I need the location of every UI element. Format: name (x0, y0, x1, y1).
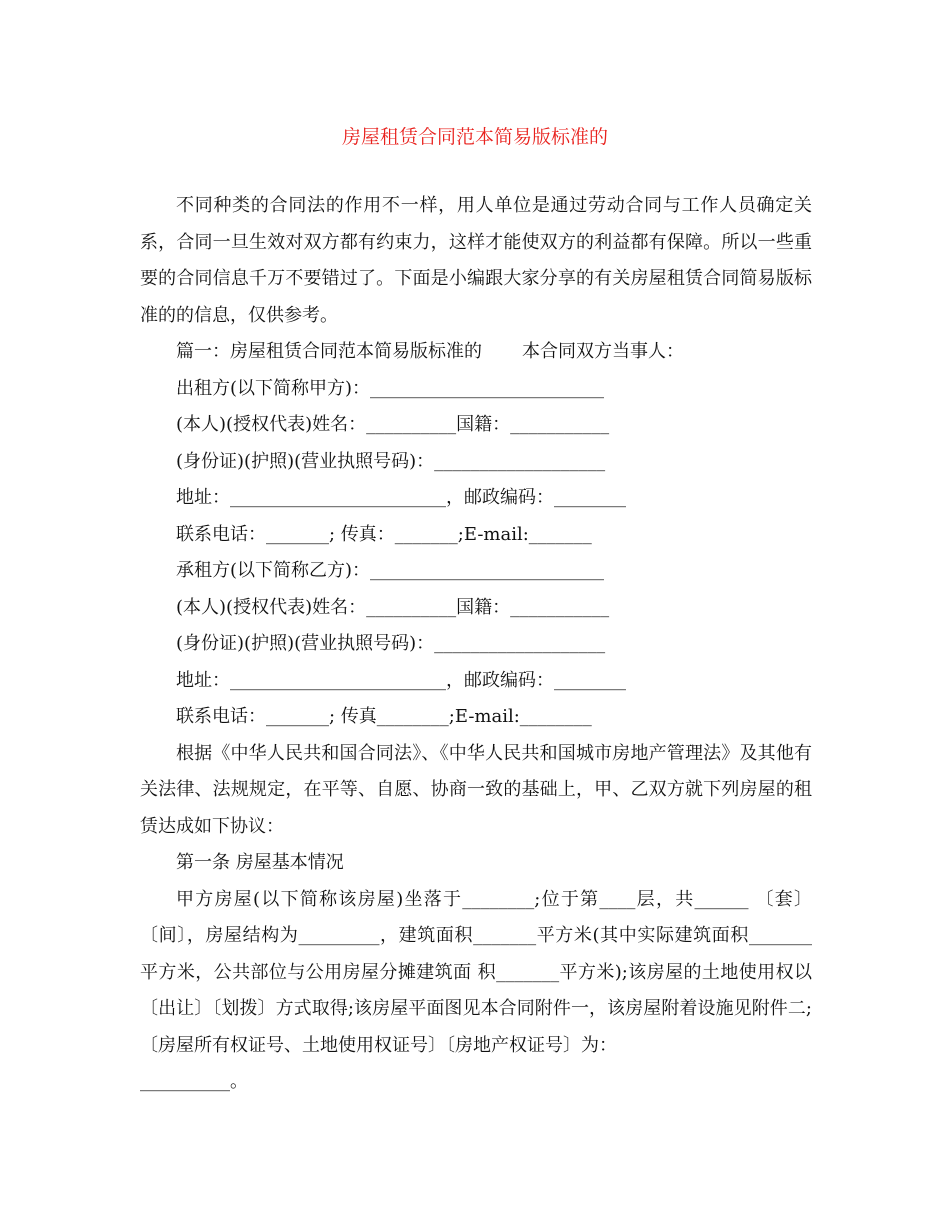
article-1-paragraph: 甲方房屋(以下简称该房屋)坐落于________;位于第____层，共______ 〔套〕〔间〕，房屋结构为_________，建筑面积_______平方米(其中实际建筑面积_______平方米，公共部位与公用房屋分摊建筑面 积_______平方米);该房屋的土地使用权以〔出让〕〔划拨〕方式取得;该房屋平面图见本合同附件一，该房屋附着设施见附件二;〔房屋所有权证号、土地使用权证号〕〔房地产权证号〕为： (140, 888, 812, 1056)
document-body (140, 188, 812, 1101)
document-title: 房屋租赁合同范本简易版标准的 (341, 126, 608, 148)
lessee-party-line: 承租方(以下简称乙方)：__________________________ (176, 560, 605, 581)
lessee-id-line: (身份证)(护照)(营业执照号码)：___________________ (176, 633, 606, 654)
lessor-name-line: (本人)(授权代表)姓名：__________国籍：___________ (176, 414, 610, 435)
intro-paragraph: 不同种类的合同法的作用不一样，用人单位是通过劳动合同与工作人员确定关系，合同一旦生效对双方都有约束力，这样才能使双方的利益都有保障。所以一些重要的合同信息千万不要错过了。下面是小编跟大家分享的有关房屋租赁合同简易版标准的的信息，仅供参考。 (140, 195, 812, 326)
lessee-address-line: 地址：________________________，邮政编码：________ (176, 669, 626, 691)
lessor-contact-line: 联系电话：_______; 传真：_______;E-mail:_______ (176, 523, 592, 545)
article-1-heading: 第一条 房屋基本情况 (176, 852, 344, 873)
lessee-name-line: (本人)(授权代表)姓名：__________国籍：___________ (176, 596, 610, 618)
legal-basis-paragraph: 根据《中华人民共和国合同法》、《中华人民共和国城市房地产管理法》及其他有关法律、法规规定，在平等、自愿、协商一致的基础上，甲、乙双方就下列房屋的租赁达成如下协议： (140, 742, 812, 837)
section-heading: 篇一：房屋租赁合同范本简易版标准的 本合同双方当事人： (176, 341, 685, 362)
lessor-id-line: (身份证)(护照)(营业执照号码)：___________________ (176, 450, 606, 472)
lessor-party-line: 出租方(以下简称甲方)：__________________________ (176, 377, 605, 399)
lessor-address-line: 地址：________________________，邮政编码：________ (176, 487, 626, 508)
article-1-end-line: __________。 (140, 1071, 248, 1092)
lessee-contact-line: 联系电话：_______; 传真________;E-mail:________ (176, 706, 592, 727)
